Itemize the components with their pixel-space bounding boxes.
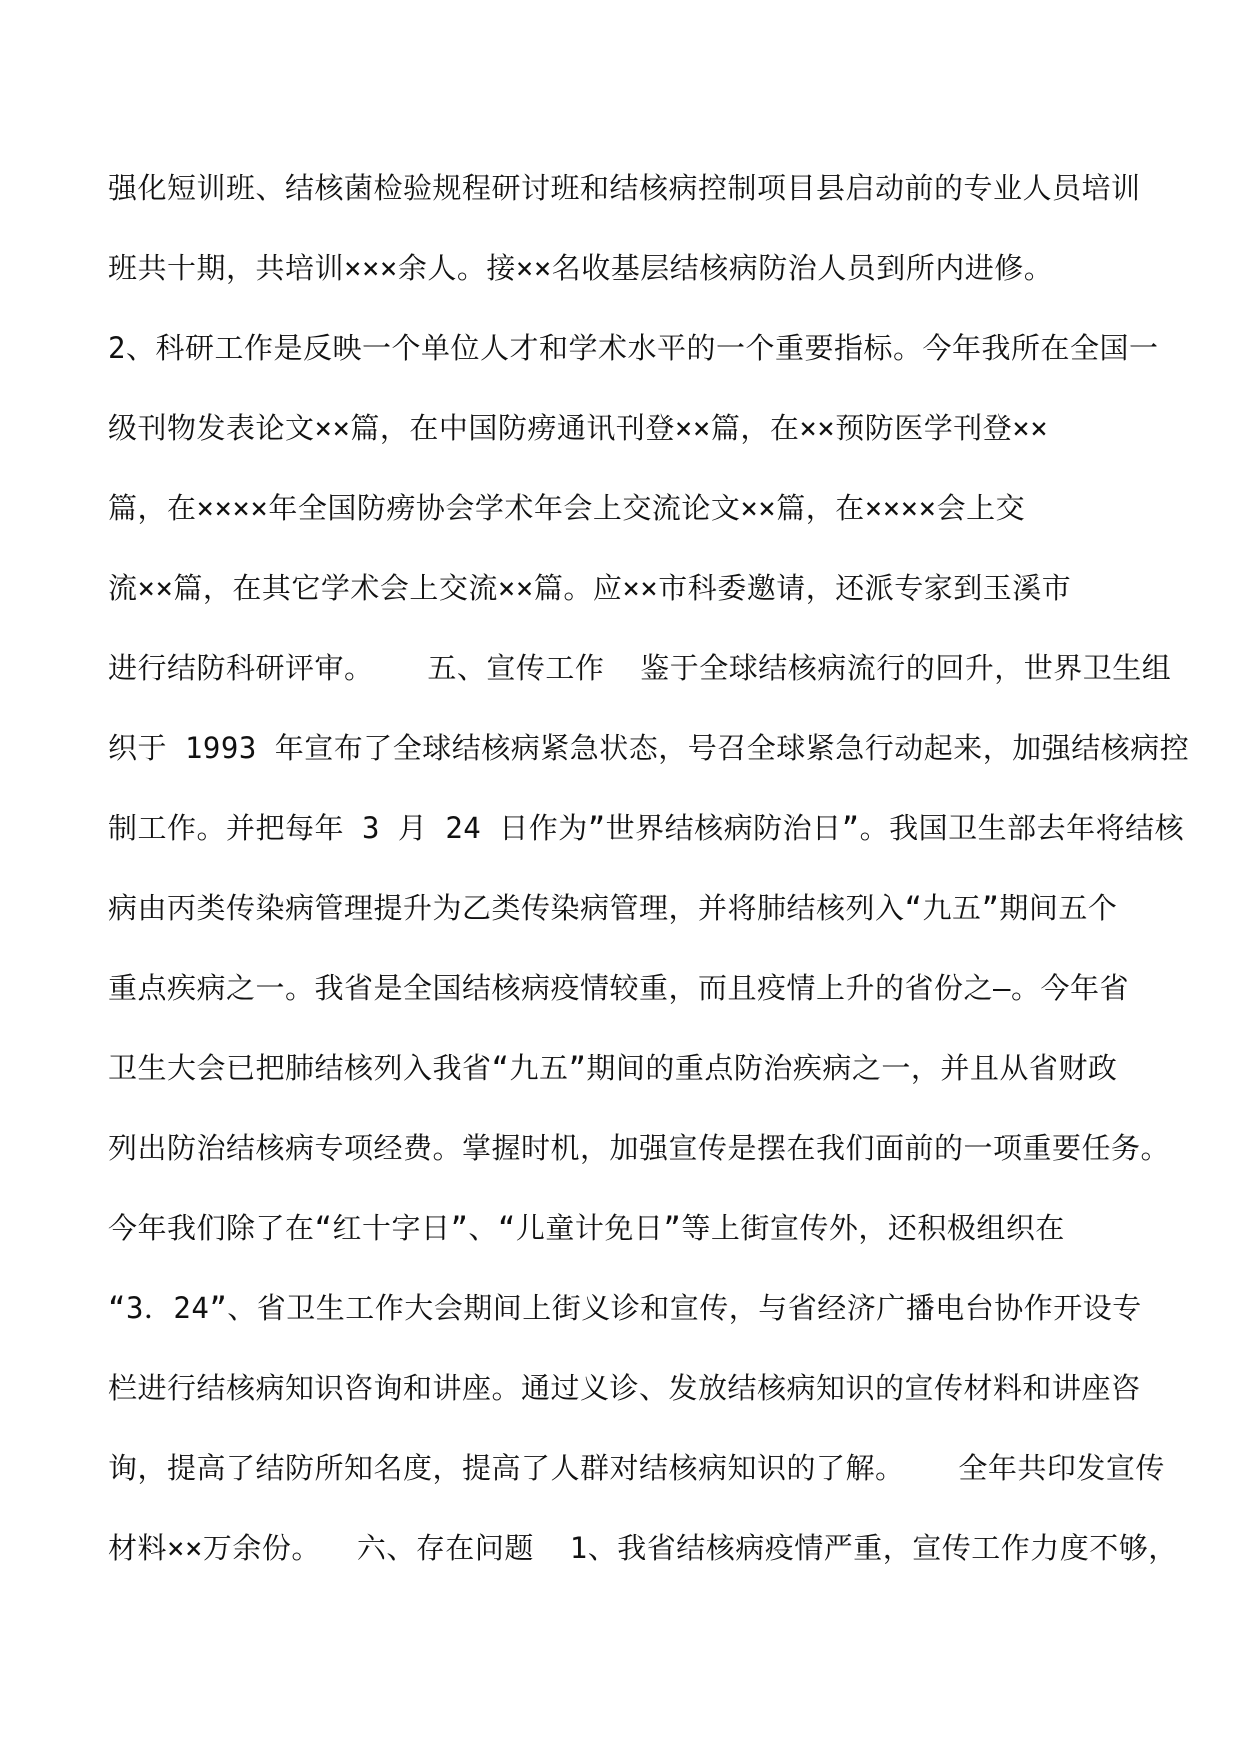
text-line: 强化短训班、结核菌检验规程研讨班和结核病控制项目县启动前的专业人员培训 [108, 171, 1141, 205]
text-line: 列出防治结核病专项经费。掌握时机，加强宣传是摆在我们面前的一项重要任务。 [108, 1131, 1171, 1165]
text-line: 栏进行结核病知识咨询和讲座。通过义诊、发放结核病知识的宣传材料和讲座咨 [108, 1371, 1141, 1405]
text-line: 进行结防科研评审。 五、宣传工作 鉴于全球结核病流行的回升，世界卫生组 [108, 651, 1172, 685]
text-line: 流××篇，在其它学术会上交流××篇。应××市科委邀请，还派专家到玉溪市 [108, 571, 1072, 605]
text-line: 询，提高了结防所知名度，提高了人群对结核病知识的了解。 全年共印发宣传 [108, 1451, 1165, 1485]
text-line: 篇，在××××年全国防痨协会学术年会上交流论文××篇，在××××会上交 [108, 491, 1026, 525]
text-line: 材料××万余份。 六、存在问题 1、我省结核病疫情严重，宣传工作力度不够， [108, 1531, 1178, 1565]
text-line: 2、科研工作是反映一个单位人才和学术水平的一个重要指标。今年我所在全国一 [108, 331, 1159, 365]
text-line: 病由丙类传染病管理提升为乙类传染病管理，并将肺结核列入“九五”期间五个 [108, 891, 1118, 925]
text-line: “3．24”、省卫生工作大会期间上街义诊和宣传，与省经济广播电台协作开设专 [108, 1291, 1142, 1325]
text-line: 今年我们除了在“红十字日”、“儿童计免日”等上街宣传外，还积极组织在 [108, 1211, 1065, 1245]
document-body [108, 166, 1190, 1606]
text-line: 班共十期，共培训×××余人。接××名收基层结核病防治人员到所内进修。 [108, 251, 1054, 285]
text-line: 制工作。并把每年 3 月 24 日作为”世界结核病防治日”。我国卫生部去年将结核 [108, 811, 1185, 845]
text-line: 卫生大会已把肺结核列入我省“九五”期间的重点防治疾病之一，并且从省财政 [108, 1051, 1118, 1085]
text-line: 织于 1993 年宣布了全球结核病紧急状态，号召全球紧急行动起来，加强结核病控 [108, 731, 1190, 765]
text-line: 级刊物发表论文××篇，在中国防痨通讯刊登××篇，在××预防医学刊登×× [108, 411, 1049, 445]
text-line: 重点疾病之一。我省是全国结核病疫情较重，而且疫情上升的省份之—。今年省 [108, 971, 1129, 1005]
